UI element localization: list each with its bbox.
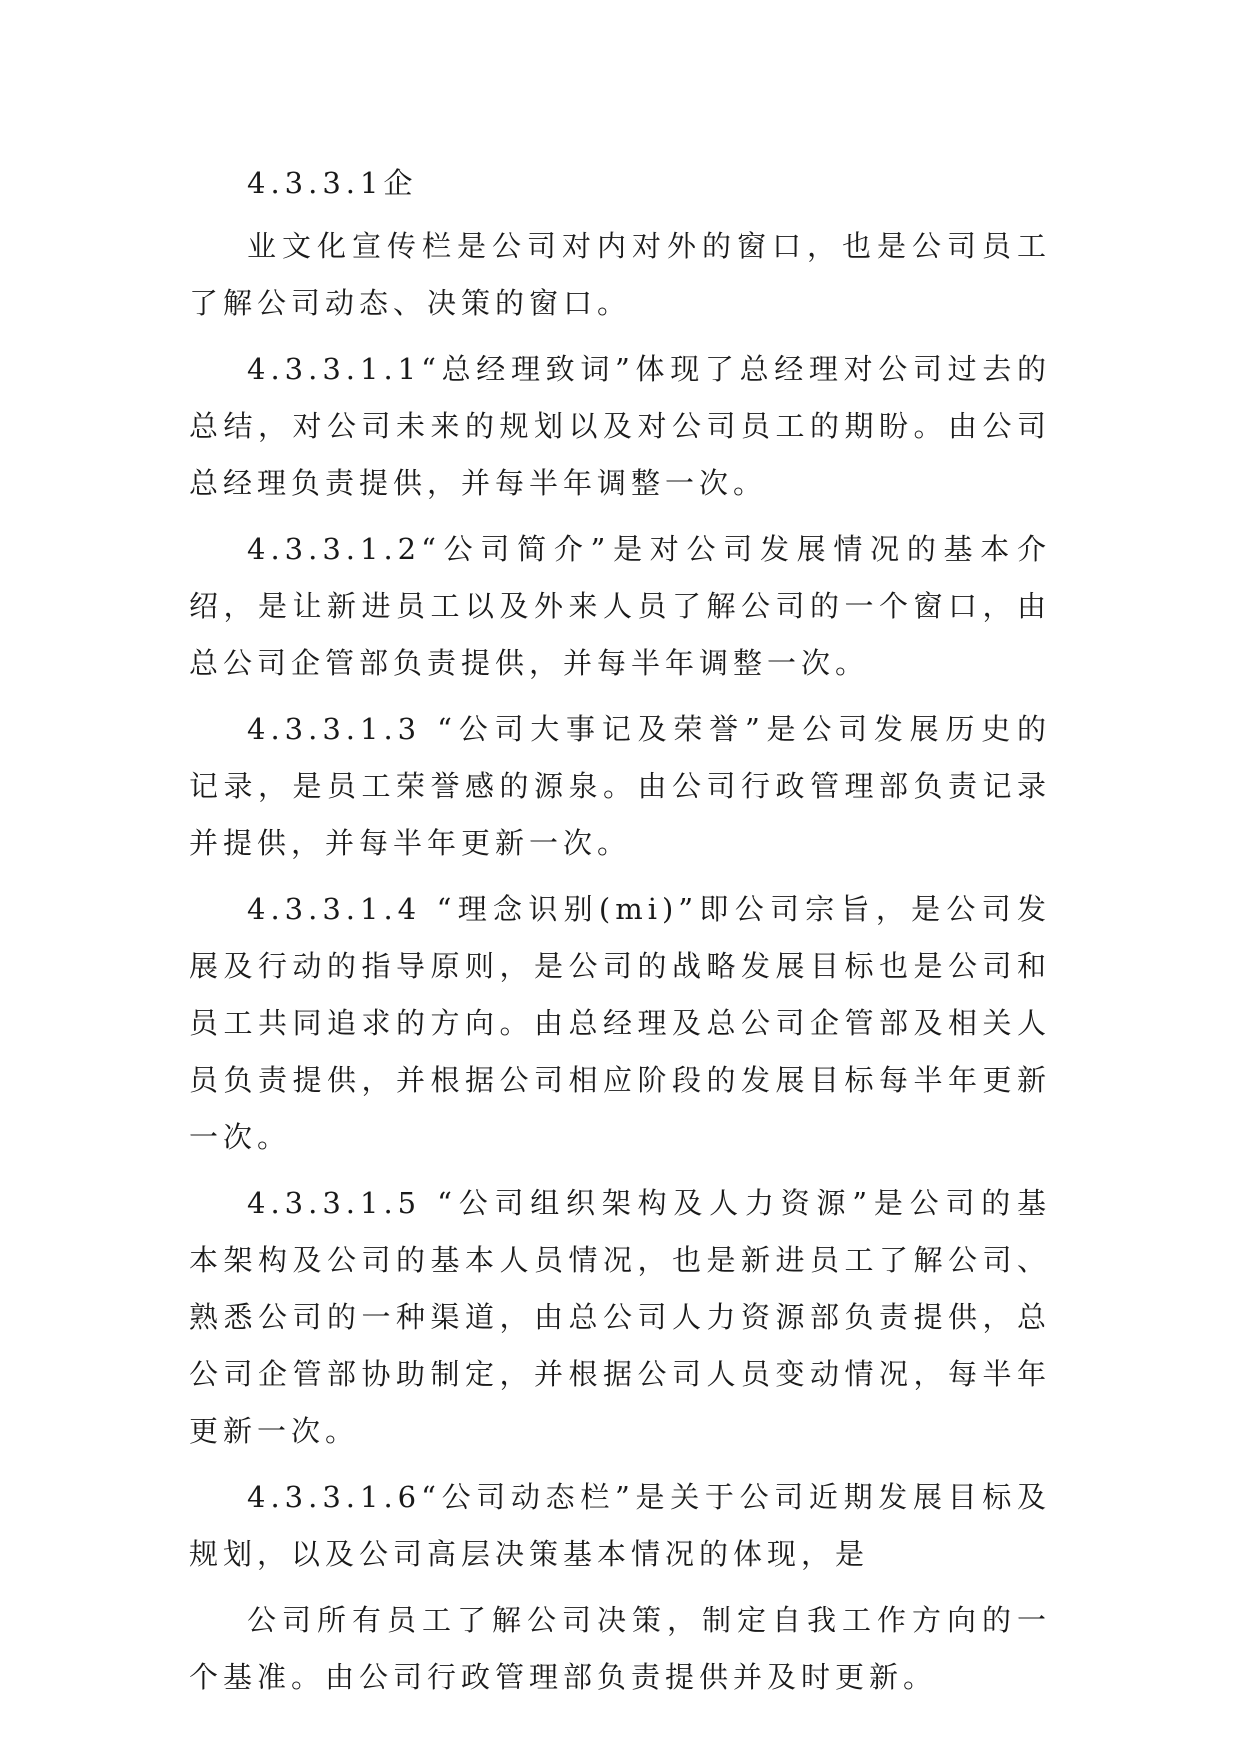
paragraph-gm-speech: 4.3.3.1.1“总经理致词”体现了总经理对公司过去的总结，对公司未来的规划以及对公司员工的期盼。由公司总经理负责提供，并每半年调整一次。	[189, 352, 1051, 500]
paragraph-closing: 公司所有员工了解公司决策，制定自我工作方向的一个基准。由公司行政管理部负责提供并及时更新。	[189, 1603, 1051, 1694]
paragraph-milestones-honors: 4.3.3.1.3 “公司大事记及荣誉”是公司发展历史的记录，是员工荣誉感的源泉。由公司行政管理部负责记录并提供，并每半年更新一次。	[189, 712, 1051, 860]
paragraph-org-structure: 4.3.3.1.5 “公司组织架构及人力资源”是公司的基本架构及公司的基本人员情况，也是新进员工了解公司、熟悉公司的一种渠道，由总公司人力资源部负责提供，总公司企管部协助制定，并根据公司人员变动情况，每半年更新一次。	[189, 1186, 1051, 1448]
section-heading: 4.3.3.1企	[247, 166, 418, 200]
document-body	[189, 155, 1051, 1715]
paragraph-company-profile: 4.3.3.1.2“公司简介”是对公司发展情况的基本介绍，是让新进员工以及外来人员了解公司的一个窗口，由总公司企管部负责提供，并每半年调整一次。	[189, 532, 1051, 680]
paragraph-intro: 业文化宣传栏是公司对内对外的窗口，也是公司员工了解公司动态、决策的窗口。	[189, 229, 1051, 320]
paragraph-company-news: 4.3.3.1.6“公司动态栏”是关于公司近期发展目标及规划，以及公司高层决策基本情况的体现，是	[189, 1480, 1051, 1571]
paragraph-mission-identity: 4.3.3.1.4 “理念识别(mi)”即公司宗旨，是公司发展及行动的指导原则，是公司的战略发展目标也是公司和员工共同追求的方向。由总经理及总公司企管部及相关人员负责提供，并根据公司相应阶段的发展目标每半年更新一次。	[189, 892, 1051, 1154]
